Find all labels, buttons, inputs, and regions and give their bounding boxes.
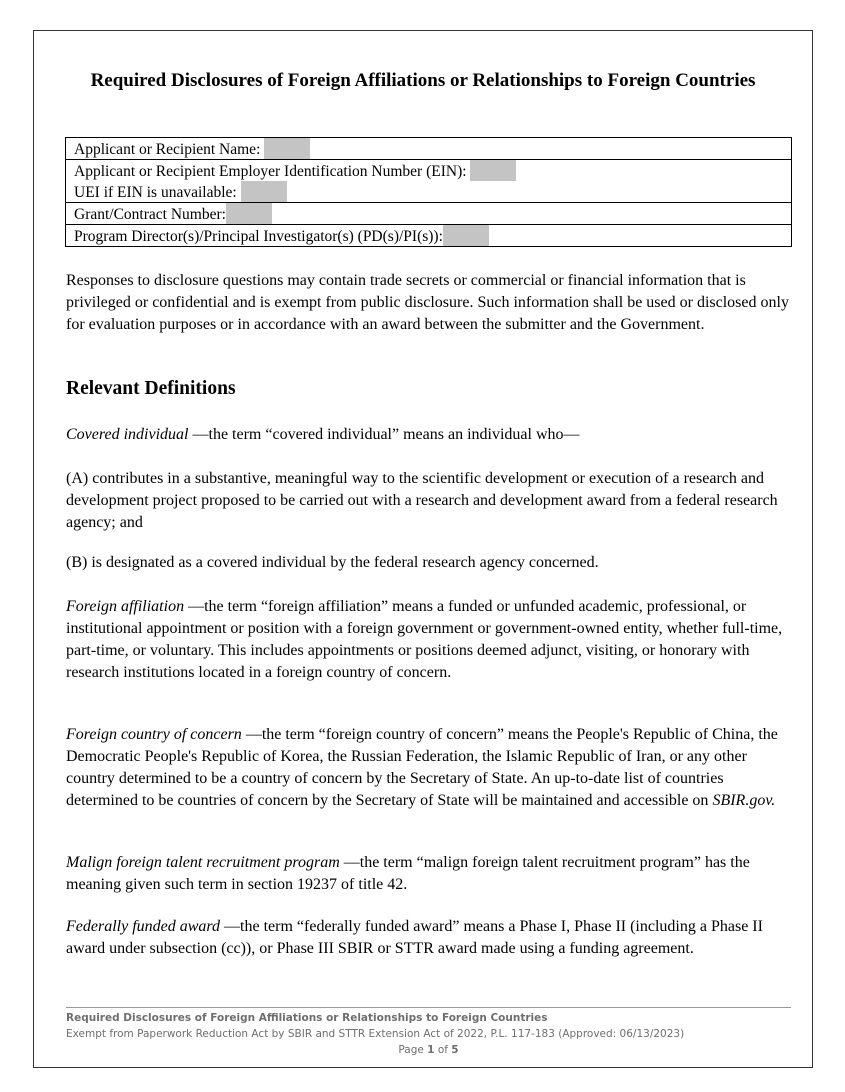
definition-covered-individual — [66, 424, 791, 446]
page-current: 1 — [427, 1044, 435, 1056]
applicant-name-field[interactable] — [264, 138, 310, 159]
table-row — [66, 160, 792, 203]
uei-label: UEI if EIN is unavailable: — [74, 184, 237, 201]
footer-title: Required Disclosures of Foreign Affiliations or Relationships to Foreign Countries — [66, 1012, 548, 1024]
definition-foreign-affiliation — [66, 596, 791, 684]
pdpi-field[interactable] — [443, 225, 489, 246]
definition-text: —the term “covered individual” means an individual who— — [188, 426, 580, 443]
applicant-name-cell — [66, 138, 792, 160]
grant-number-label: Grant/Contract Number: — [74, 206, 226, 223]
table-row — [66, 138, 792, 160]
document-title: Required Disclosures of Foreign Affiliations or Relationships to Foreign Countries — [90, 70, 756, 91]
definition-text: —the term “foreign country of concern” means the People's Republic of China, the Democratic People's Republic of Korea, the Russian Federation, the Islamic Republic of Iran, or any other country determined to be a country of concern by the Secretary of State. An up-to-date list of countries determined to be countries of concern by the Secretary of State will be maintained and accessible on — [66, 726, 778, 809]
clause-b-text: (B) is designated as a covered individual by the federal research agency concerned. — [66, 554, 599, 571]
ein-cell — [66, 160, 792, 203]
table-row — [66, 203, 792, 225]
definition-text: —the term “federally funded award” means a Phase I, Phase II (including a Phase II award under subsection (cc)), or Phase III SBIR or STTR award made using a funding agreement. — [66, 918, 763, 957]
pdpi-label: Program Director(s)/Principal Investigator(s) (PD(s)/PI(s)): — [74, 228, 443, 245]
definition-term: Foreign affiliation — [66, 598, 185, 615]
page-prefix: Page — [398, 1044, 428, 1056]
definition-text: —the term “malign foreign talent recruitment program” has the meaning given such term in section 19237 of title 42. — [66, 854, 750, 893]
definition-federally-funded-award — [66, 916, 791, 960]
grant-number-field[interactable] — [226, 203, 272, 224]
definition-term: Federally funded award — [66, 918, 221, 935]
confidentiality-paragraph — [66, 270, 791, 336]
definition-term: Foreign country of concern — [66, 726, 242, 743]
grant-number-cell — [66, 203, 792, 225]
ein-field[interactable] — [470, 160, 516, 181]
definition-foreign-country-of-concern — [66, 724, 791, 812]
confidentiality-text: Responses to disclosure questions may contain trade secrets or commercial or financial information that is privileged or confidential and is exempt from public disclosure. Such information shall be used or disclosed only for evaluation purposes or in accordance with an award between the submitter and the Government. — [66, 272, 789, 333]
definitions-heading: Relevant Definitions — [66, 378, 236, 399]
pdpi-cell — [66, 225, 792, 247]
page-total: 5 — [451, 1044, 459, 1056]
page-of: of — [434, 1044, 452, 1056]
page-footer — [66, 1007, 791, 1058]
sbir-gov-link[interactable]: SBIR.gov. — [712, 792, 776, 809]
definition-term: Covered individual — [66, 426, 189, 443]
uei-field[interactable] — [241, 181, 287, 202]
definition-clause-a — [66, 468, 791, 534]
applicant-info-table — [65, 137, 792, 247]
definition-clause-b — [66, 552, 791, 574]
definition-text: —the term “foreign affiliation” means a funded or unfunded academic, professional, or institutional appointment or position with a foreign government or government-owned entity, whether full-time, part-time, or voluntary. This includes appointments or positions deemed adjunct, visiting, or honorary with research institutions located in a foreign country of concern. — [66, 598, 783, 681]
page-number — [66, 1042, 791, 1058]
table-row — [66, 225, 792, 247]
ein-label: Applicant or Recipient Employer Identification Number (EIN): — [74, 163, 467, 180]
definition-term: Malign foreign talent recruitment program — [66, 854, 340, 871]
definition-malign-program — [66, 852, 791, 896]
document-page — [33, 30, 813, 1068]
footer-exemption: Exempt from Paperwork Reduction Act by SBIR and STTR Extension Act of 2022, P.L. 117-183 (Approved: 06/13/2023) — [66, 1028, 685, 1040]
applicant-name-label: Applicant or Recipient Name: — [74, 141, 261, 158]
clause-a-text: (A) contributes in a substantive, meaningful way to the scientific development or execution of a research and development project proposed to be carried out with a research and development award from a federal research agency; and — [66, 470, 778, 531]
